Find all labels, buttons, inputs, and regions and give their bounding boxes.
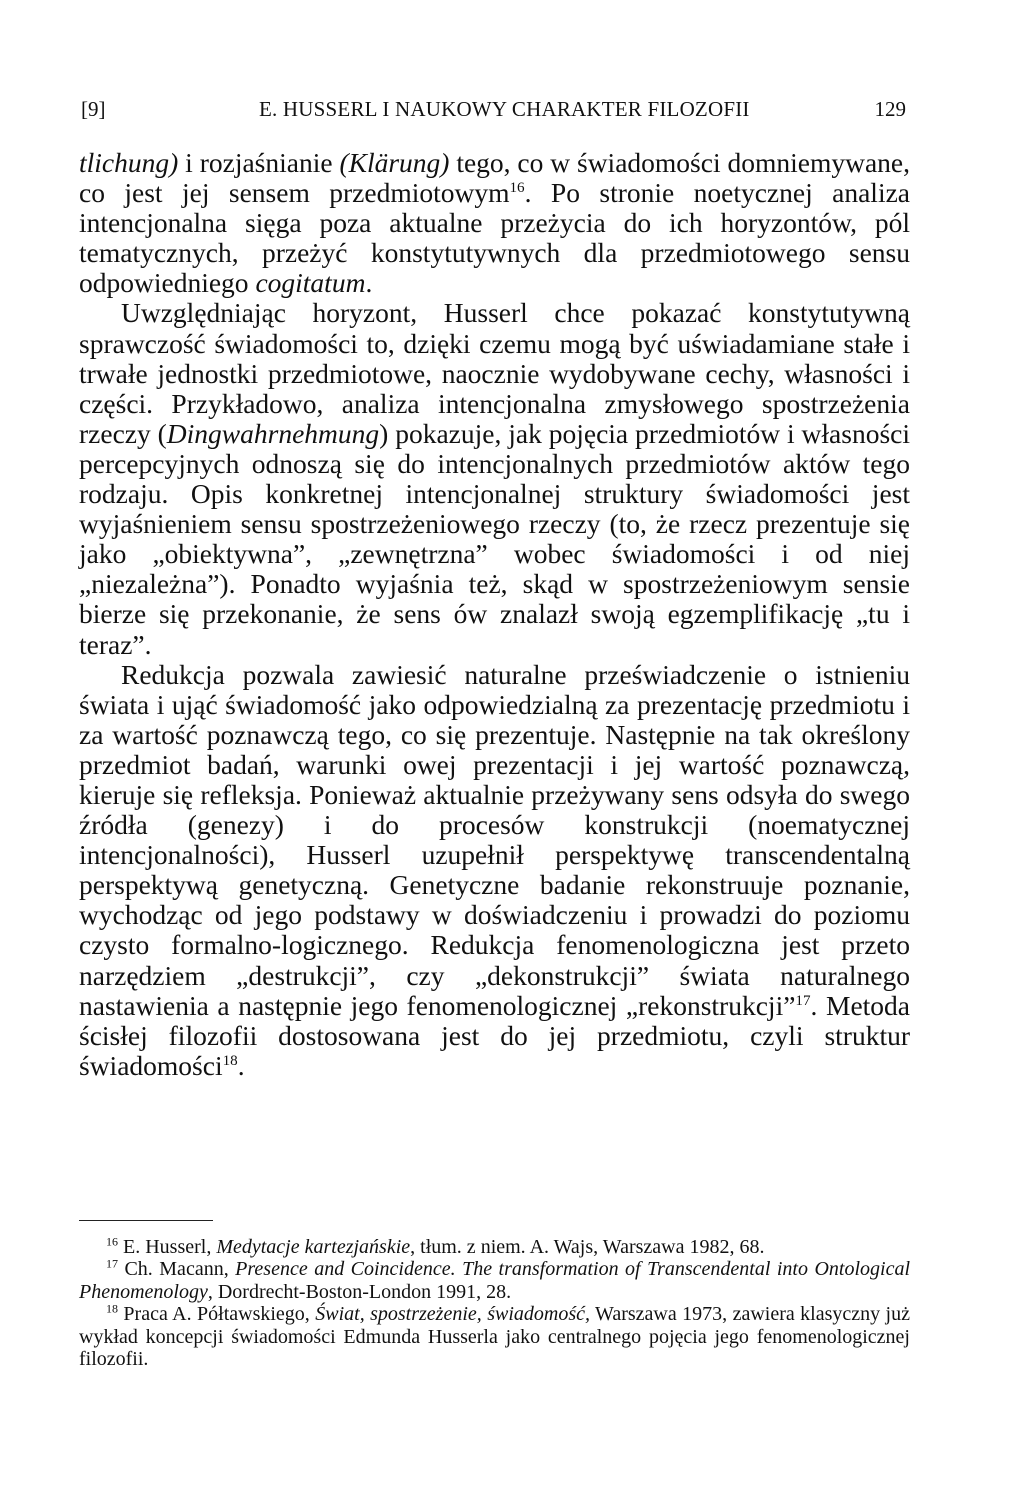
text-run: tego, co w świadomości domniemywane, co jest jej sensem przedmiotowym xyxy=(79,147,910,209)
footnote-text: Praca A. Półtawskiego, xyxy=(118,1303,316,1326)
german-term: Dingwahrnehmung xyxy=(166,417,380,449)
footnote-text: Ch. Macann, xyxy=(118,1258,236,1281)
footnotes xyxy=(79,1236,910,1370)
footnote-ref-16[interactable]: 16 xyxy=(509,179,525,196)
section-number: [9] xyxy=(81,97,106,121)
footnote-divider xyxy=(79,1220,213,1221)
footnote-mark: 17 xyxy=(106,1256,118,1271)
book-title: Presence and Coincidence. The transformation of Transcendental into Ontological Phenomenology xyxy=(79,1258,910,1303)
footnote-text: Warszawa 1973, zawiera klasyczny już wykład koncepcji świadomości Edmunda Husserla jako centralnego pojęcia jego fenomenologicznej filozofii. xyxy=(79,1303,910,1371)
text-run: Uwzględniając horyzont, Husserl chce pokazać konstytutywną sprawczość świadomości to, dzięki czemu mogą być uświadamiane stałe i trwałe jednostki przedmiotowe, naocznie wydobywane cechy, własności i części. Przykładowo, analiza intencjonalna zmysłowego spostrzeżenia rzeczy ( xyxy=(79,297,910,449)
footnote-text: , tłum. z niem. A. Wajs, Warszawa 1982, 68. xyxy=(410,1236,765,1258)
footnote-ref-18[interactable]: 18 xyxy=(222,1052,238,1069)
footnote-text: , Dordrecht-Boston-London 1991, 28. xyxy=(207,1280,512,1303)
footnote-mark: 18 xyxy=(106,1301,118,1316)
main-text xyxy=(79,148,910,1081)
text-run: . xyxy=(237,1049,245,1081)
book-title: Świat, spostrzeżenie, świadomość, xyxy=(315,1303,590,1326)
running-header xyxy=(81,95,906,123)
page-number: 129 xyxy=(874,97,906,121)
text-run: Redukcja pozwala zawiesić naturalne przeświadczenie o istnieniu świata i ująć świadomość jako odpowiedzialną za prezentację przedmiotu i za wartość poznawczą tego, co się prezentuje. Następnie na tak określony przedmiot badań, warunki owej prezentacji i jej wartość poznawczą, kieruje się refleksja. Ponieważ aktualnie przeżywany sens odsyła do swego źródła (genezy) i do procesów konstrukcji (noematycznej intencjonalności), Husserl uzupełnił perspektywę transcendentalną perspektywą genetyczną. Genetyczne badanie rekonstruuje poznanie, wychodząc od jego podstawy w doświadczeniu i prowadzi do poziomu czysto formalno-logicznego. Redukcja fenomenologiczna jest przeto narzędziem „destrukcji”, czy „dekonstrukcji” świata naturalnego nastawienia a następnie jego fenomenologicznej „rekonstrukcji” xyxy=(79,658,910,1021)
footnote-18 xyxy=(79,1303,910,1370)
paragraph-2 xyxy=(79,298,910,659)
german-term: tlichung) xyxy=(79,147,179,178)
footnote-17 xyxy=(79,1258,910,1303)
text-run: ) pokazuje, jak pojęcia przedmiotów i własności percepcyjnych odnoszą się do intencjonalnych przedmiotów aktów tego rodzaju. Opis konkretnej intencjonalnej struktury świadomości jest wyjaśnieniem sensu spostrzeżeniowego rzeczy (to, że rzecz prezentuje się jako „obiektywna”, „zewnętrzna” wobec świadomości i od niej „niezależna”). Ponadto wyjaśnia też, skąd w spostrzeżeniowym sensie bierze się przekonanie, że sens ów znalazł swoją egzemplifikację „tu i teraz”. xyxy=(79,417,911,660)
footnote-ref-17[interactable]: 17 xyxy=(795,992,811,1009)
footnote-mark: 16 xyxy=(106,1234,118,1249)
book-title: Medytacje kartezjańskie xyxy=(216,1236,411,1258)
footnote-text: E. Husserl, xyxy=(118,1236,217,1258)
footnote-16 xyxy=(79,1236,910,1258)
text-run: . Metoda ścisłej filozofii dostosowana jest do jej przedmiotu, czyli struktur świadomości xyxy=(79,989,910,1081)
text-run: i rozjaśnianie xyxy=(178,147,340,178)
paragraph-1 xyxy=(79,148,910,298)
text-run: . xyxy=(365,267,373,299)
running-title: E. HUSSERL I NAUKOWY CHARAKTER FILOZOFII xyxy=(259,97,750,121)
german-term: (Klärung) xyxy=(339,147,450,178)
text-run: . Po stronie noetycznej analiza intencjonalna sięga poza aktualne przeżycia do ich horyzontów, pól tematycznych, przeżyć konstytutywnych dla przedmiotowego sensu odpowiedniego xyxy=(79,177,910,299)
paragraph-3 xyxy=(79,660,910,1081)
latin-term: cogitatum xyxy=(255,267,366,299)
